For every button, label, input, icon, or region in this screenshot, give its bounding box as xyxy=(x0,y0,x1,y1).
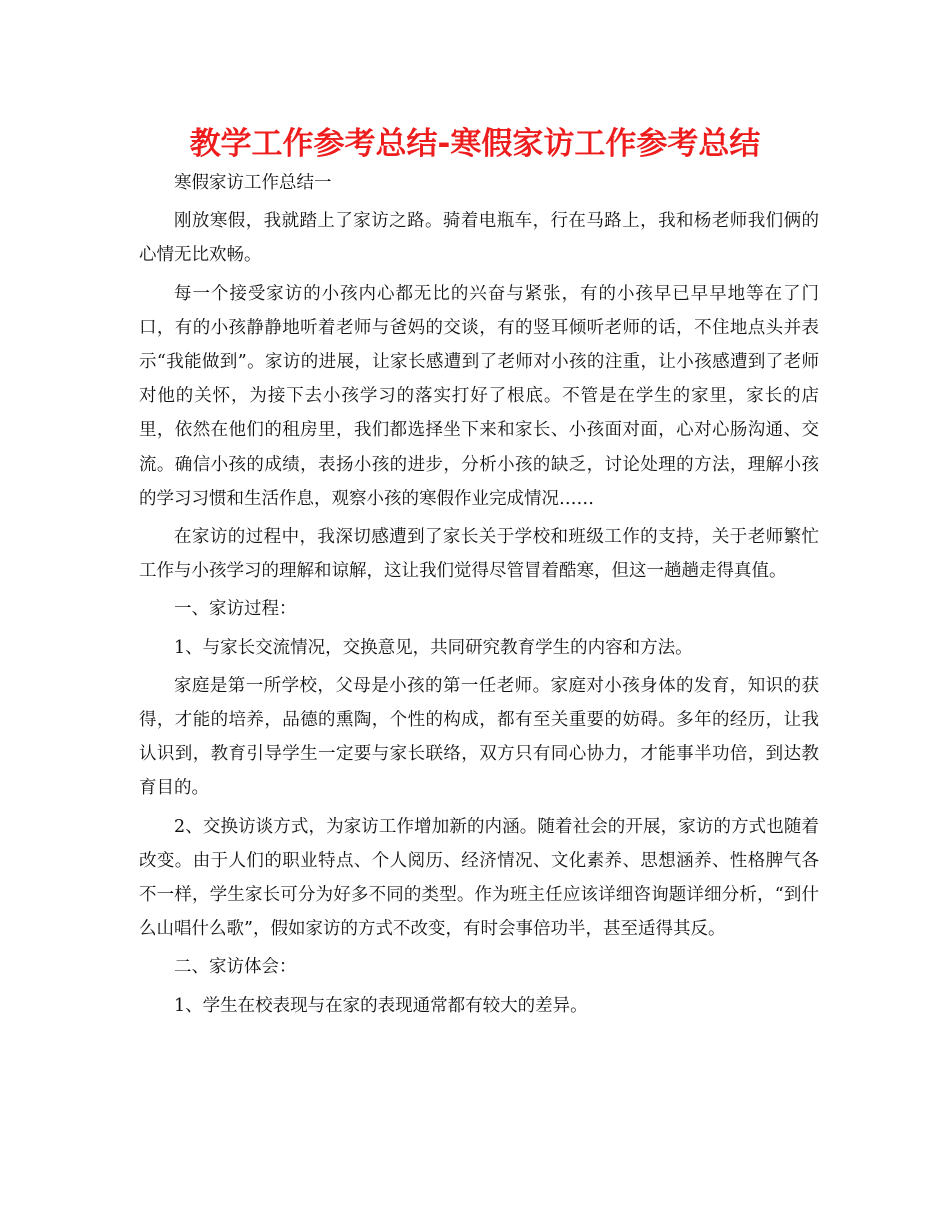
paragraph: 家庭是第一所学校，父母是小孩的第一任老师。家庭对小孩身体的发育，知识的获得，才能的培养，品德的熏陶，个性的构成，都有至关重要的妨碍。多年的经历，让我认识到，教育引导学生一定要与家长联络，双方只有同心协力，才能事半功倍，到达教育目的。 xyxy=(139,675,819,799)
paragraph: 二、家访体会： xyxy=(174,957,297,978)
document-body xyxy=(139,166,819,1023)
paragraph: 刚放寒假，我就踏上了家访之路。骑着电瓶车，行在马路上，我和杨老师我们俩的心情无比欢畅。 xyxy=(139,211,819,266)
paragraph: 每一个接受家访的小孩内心都无比的兴奋与紧张，有的小孩早已早早地等在了门口，有的小孩静静地听着老师与爸妈的交谈，有的竖耳倾听老师的话，不住地点头并表示“我能做到”。家访的进展，让家长感遭到了老师对小孩的注重，让小孩感遭到了老师对他的关怀，为接下去小孩学习的落实打好了根底。不管是在学生的家里，家长的店里，依然在他们的租房里，我们都选择坐下来和家长、小孩面对面，心对心肠沟通、交流。确信小孩的成绩，表扬小孩的进步，分析小孩的缺乏，讨论处理的方法，理解小孩的学习习惯和生活作息，观察小孩的寒假作业完成情况…… xyxy=(139,283,819,509)
paragraph: 一、家访过程： xyxy=(174,599,297,620)
paragraph: 1、与家长交流情况，交换意见，共同研究教育学生的内容和方法。 xyxy=(174,637,693,658)
document-title: 教学工作参考总结-寒假家访工作参考总结 xyxy=(189,126,761,162)
paragraph: 在家访的过程中，我深切感遭到了家长关于学校和班级工作的支持，关于老师繁忙工作与小孩学习的理解和谅解，这让我们觉得尽管冒着酷寒，但这一趟趟走得真值。 xyxy=(139,527,819,582)
paragraph: 2、交换访谈方式，为家访工作增加新的内涵。随着社会的开展，家访的方式也随着改变。由于人们的职业特点、个人阅历、经济情况、文化素养、思想涵养、性格脾气各不一样，学生家长可分为好多不同的类型。作为班主任应该详细咨询题详细分析，“到什么山唱什么歌”，假如家访的方式不改变，有时会事倍功半，甚至适得其反。 xyxy=(139,816,819,940)
paragraph: 1、学生在校表现与在家的表现通常都有较大的差异。 xyxy=(174,995,588,1016)
paragraph: 寒假家访工作总结一 xyxy=(174,173,332,193)
